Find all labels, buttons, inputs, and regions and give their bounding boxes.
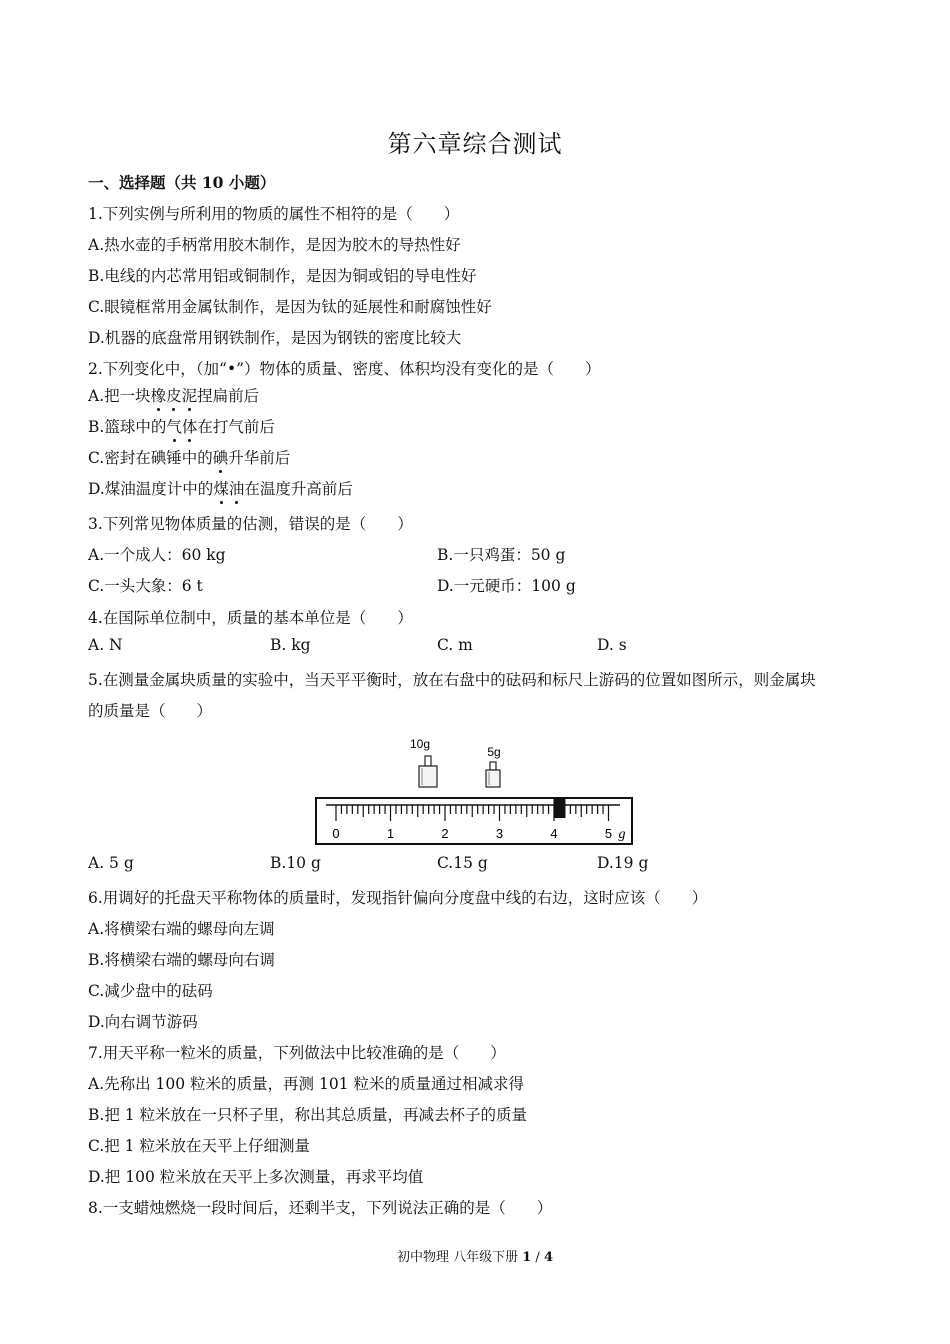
q7-option-c: C.把 1 粒米放在天平上仔细测量 [88,1137,310,1155]
balance-scale-figure [310,730,640,848]
q7-stem: 7.用天平称一粒米的质量，下列做法中比较准确的是（ ） [88,1044,506,1062]
q1-option-d: D.机器的底盘常用钢铁制作，是因为钢铁的密度比较大 [88,329,462,347]
ruler-tick-label: 5 [604,826,613,841]
q7-option-b: B.把 1 粒米放在一只杯子里，称出其总质量，再减去杯子的质量 [88,1106,528,1124]
q7-option-a: A.先称出 100 粒米的质量，再测 101 粒米的质量通过相减求得 [88,1075,524,1093]
ruler-tick-label: 3 [495,826,504,841]
emphasis-dot-char: 油 [229,477,245,499]
q5-option-b: B.10 g [270,854,321,872]
weight-10g-icon [410,737,437,787]
emphasis-dot-char: 气 [166,415,182,437]
q3-option-c: C.一头大象：6 t [88,577,203,595]
q2-d-post: 在温度升高前后 [244,480,353,498]
footer-total: 4 [543,1250,553,1265]
footer-sep: / [531,1250,544,1265]
ruler-tick-label: 0 [332,826,340,841]
q3-option-a: A.一个成人：60 kg [88,546,226,564]
q6-option-b: B.将横梁右端的螺母向右调 [88,951,275,969]
weight-10g-label: 10g [409,737,431,751]
q4-option-c: C. m [437,636,473,654]
q4-option-b: B. kg [270,636,311,654]
ruler-tick-label: 2 [441,826,449,841]
q2-c-dotted [213,449,229,467]
footer-text: 初中物理 八年级下册 [396,1250,523,1265]
emphasis-dot-char: 煤 [213,477,229,499]
q2-c-post: 升华前后 [228,449,291,467]
q2-option-b [88,415,275,437]
footer-page: 1 [522,1250,532,1265]
q1-option-c: C.眼镜框常用金属钛制作，是因为钛的延展性和耐腐蚀性好 [88,298,492,316]
q2-b-dotted [166,418,197,436]
q3-option-b: B.一只鸡蛋：50 g [437,546,566,564]
q2-option-a [88,384,259,406]
weight-5g-icon [486,745,501,787]
q1-option-b: B.电线的内芯常用铝或铜制作，是因为铜或铝的导电性好 [88,267,477,285]
ruler-tick-label: 4 [550,826,558,841]
q2-a-pre: A.把一块 [88,387,151,405]
q5-option-d: D.19 g [597,854,649,872]
q6-option-c: C.减少盘中的砝码 [88,982,213,1000]
emphasis-dot-char: 橡 [151,384,167,406]
q5-option-a: A. 5 g [88,854,134,872]
q4-option-d: D. s [597,636,627,654]
q2-b-pre: B.篮球中的 [88,418,167,436]
section-heading: 一、选择题（共 10 小题） [88,173,276,192]
q1-option-a: A.热水壶的手柄常用胶木制作，是因为胶木的导热性好 [88,236,461,254]
q3-stem: 3.下列常见物体质量的估测，错误的是（ ） [88,515,413,533]
q8-stem: 8.一支蜡烛燃烧一段时间后，还剩半支，下列说法正确的是（ ） [88,1199,553,1217]
weight-5g-label: 5g [487,745,501,759]
emphasis-dot-char: 皮 [166,384,182,406]
q4-stem: 4.在国际单位制中，质量的基本单位是（ ） [88,609,413,627]
q4-option-a: A. N [88,636,123,654]
q5-option-c: C.15 g [437,854,488,872]
q6-option-a: A.将横梁右端的螺母向左调 [88,920,275,938]
q2-a-post: 捏扁前后 [197,387,260,405]
page-title: 第六章综合测试 [387,130,563,158]
emphasis-dot-char: 泥 [182,384,198,406]
emphasis-dot-char: 体 [182,415,198,437]
q2-b-post: 在打气前后 [197,418,275,436]
q2-c-pre: C.密封在碘锤中的 [88,449,213,467]
ruler-unit-label: g [618,827,626,842]
q2-d-pre: D.煤油温度计中的 [88,480,214,498]
q2-d-dotted [213,480,244,498]
q6-stem: 6.用调好的托盘天平称物体的质量时，发现指针偏向分度盘中线的右边，这时应该（ ） [88,889,708,907]
rider-slider [553,798,565,818]
q2-option-c [88,446,290,468]
q5-stem-line1: 5.在测量金属块质量的实验中，当天平平衡时，放在右盘中的砝码和标尺上游码的位置如图所示，则金属块 [88,671,816,689]
emphasis-dot-char: 碘 [213,446,229,468]
q2-stem: 2.下列变化中，（加“•”）物体的质量、密度、体积均没有变化的是（ ） [88,360,601,378]
ruler-tick-label: 1 [386,826,395,841]
q7-option-d: D.把 100 粒米放在天平上多次测量，再求平均值 [88,1168,424,1186]
q2-option-d [88,477,353,499]
q5-stem-line2: 的质量是（ ） [88,702,213,720]
q6-option-d: D.向右调节游码 [88,1013,198,1031]
q3-option-d: D.一元硬币：100 g [437,577,576,595]
page-footer [0,1246,950,1265]
q2-a-dotted [151,387,198,405]
q1-stem: 1.下列实例与所利用的物质的属性不相符的是（ ） [88,205,460,223]
